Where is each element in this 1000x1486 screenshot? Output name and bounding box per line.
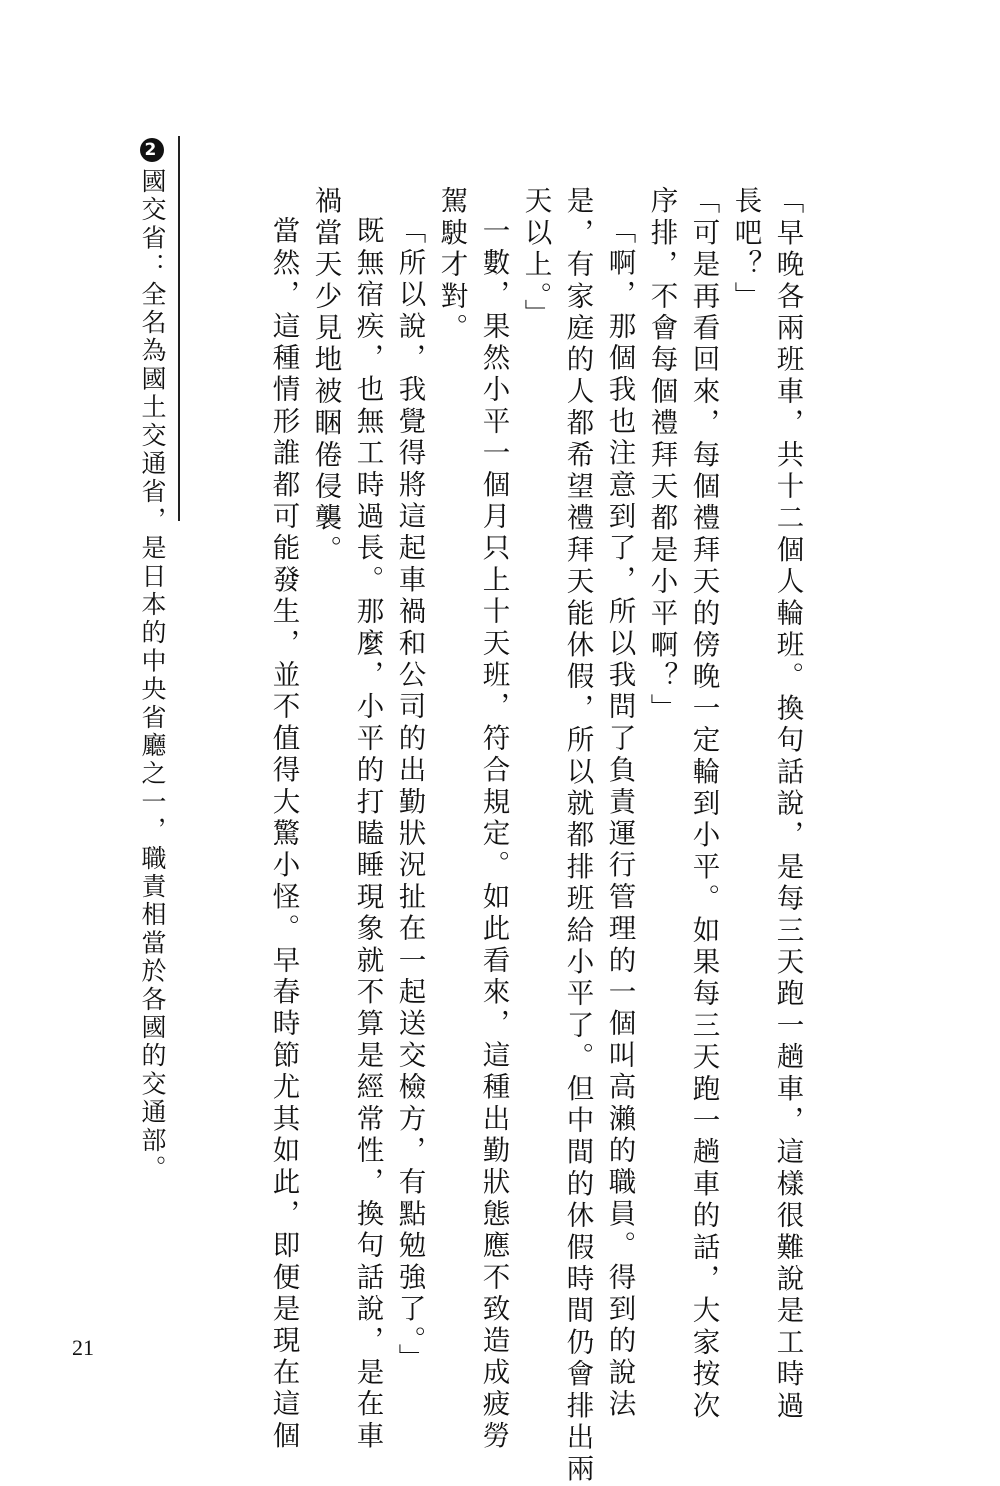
- body-column-9: 駕駛才對。: [435, 186, 468, 345]
- footnote-text: 國交省：全名為國土交通省，是日本的中央省廳之一，職責相當於各國的交通部。: [138, 168, 167, 1184]
- body-column-11: 既無宿疾，也無工時過長。那麼，小平的打瞌睡現象就不算是經常性，換句話說，是在車: [351, 216, 384, 1453]
- body-column-10: 「所以說，我覺得將這起車禍和公司的出勤狀況扯在一起送交檢方，有點勉強了。」: [393, 216, 426, 1376]
- body-column-4: 序排，不會每個禮拜天都是小平啊？」: [645, 186, 678, 725]
- body-column-1: 「早晚各兩班車，共十二個人輪班。換句話說，是每三天跑一趟車，這樣很難說是工時過: [771, 186, 804, 1423]
- body-column-5: 「啊，那個我也注意到了，所以我問了負責運行管理的一個叫高瀨的職員。得到的說法: [603, 216, 636, 1421]
- page-number: 21: [72, 1335, 94, 1360]
- body-column-2: 長吧？」: [729, 186, 762, 313]
- body-column-8: 一數，果然小平一個月只上十天班，符合規定。如此看來，這種出勤狀態應不致造成疲勞: [477, 216, 510, 1453]
- body-column-13: 當然，這種情形誰都可能發生，並不值得大驚小怪。早春時節尤其如此，即便是現在這個: [267, 216, 300, 1453]
- footnote: [140, 138, 165, 1183]
- body-column-12: 禍當天少見地被睏倦侵襲。: [309, 186, 342, 567]
- body-column-7: 天以上。」: [519, 186, 552, 331]
- body-column-3: 「可是再看回來，每個禮拜天的傍晚一定輪到小平。如果每三天跑一趟車的話，大家按次: [687, 186, 720, 1423]
- footnote-divider: [178, 136, 180, 521]
- footnote-number-badge: 2: [140, 138, 164, 162]
- body-column-6: 是，有家庭的人都希望禮拜天能休假，所以就都排班給小平了。但中間的休假時間仍會排出兩: [561, 186, 594, 1486]
